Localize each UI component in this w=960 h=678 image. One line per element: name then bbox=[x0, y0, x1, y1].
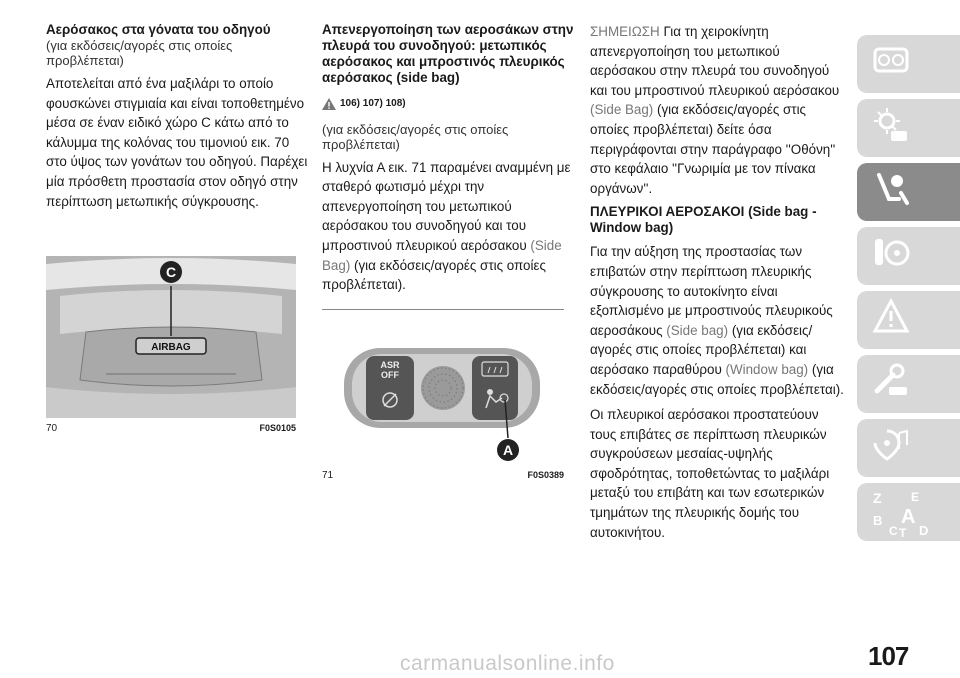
side-airbags-paragraph-1 bbox=[590, 242, 848, 399]
knee-airbag-paragraph: Αποτελείται από ένα μαξιλάρι το οποίο φουσκώνει στιγμιαία και είναι τοποθετημένο μέσα σε έναν ειδικό χώρο C κάτω από το κάλυμμα της κολόνας του τιμονιού εικ. 70 στο ύψος των γονάτων του οδηγού. Παρέχει μία πρόσθετη προστασία στον οδηγό στην περίπτωση μετωπικής σύγκρουσης. bbox=[46, 76, 308, 209]
column-1 bbox=[46, 22, 308, 217]
deactivation-heading: Απενεργοποίηση των αεροσάκων στην πλευρά του συνοδηγού: μετωπικός αερόσακος και μπροστινός πλευρικός αερόσακος (side bag) bbox=[322, 22, 574, 85]
alphabet-index-icon bbox=[871, 489, 951, 539]
off-text: OFF bbox=[381, 370, 399, 380]
svg-text:T: T bbox=[899, 526, 907, 539]
p1-b: (για εκδόσεις/αγορές στις οποίες προβλέπεται) και αερόσακο παραθύρου bbox=[590, 322, 813, 377]
svg-text:B: B bbox=[873, 513, 883, 528]
switch-panel-illustration bbox=[322, 312, 564, 466]
watermark: carmanualsonline.info bbox=[400, 652, 615, 675]
warning-triangle-icon bbox=[322, 98, 336, 110]
note-light: (Side Bag) bbox=[590, 102, 654, 118]
deactivation-paragraph-light: (Side Bag) bbox=[322, 237, 562, 273]
tab-safety[interactable] bbox=[857, 163, 960, 221]
wrench-car-icon bbox=[871, 361, 911, 405]
warning-refs bbox=[322, 94, 574, 114]
svg-text:Z: Z bbox=[873, 490, 882, 506]
knee-airbag-heading: Αερόσακος στα γόνατα του οδηγού bbox=[46, 22, 271, 37]
note-label: ΣΗΜΕΙΩΣΗ bbox=[590, 24, 660, 39]
p1-light1: (Side bag) bbox=[666, 322, 729, 338]
warning-lights-icon bbox=[871, 105, 911, 149]
svg-text:C: C bbox=[889, 524, 898, 538]
figure-70-number: 70 bbox=[46, 423, 58, 434]
figure-71-code: F0S0389 bbox=[527, 470, 564, 480]
airbag-seat-icon bbox=[871, 169, 911, 213]
deactivation-subheading: (για εκδόσεις/αγορές στις οποίες προβλέπεται) bbox=[322, 121, 509, 152]
asr-text: ASR bbox=[380, 360, 400, 370]
column-3 bbox=[590, 22, 848, 548]
note-text-a: Για τη χειροκίνητη απενεργοποίηση του μετωπικού αερόσακου στην πλευρά του συνοδηγού και του μπροστινού πλευρικού αερόσακου bbox=[590, 24, 840, 98]
tab-emergency[interactable] bbox=[857, 291, 960, 349]
figure-71-top-rule bbox=[322, 309, 564, 310]
svg-text:A: A bbox=[901, 506, 916, 528]
warning-refs-text: 106) 107) 108) bbox=[340, 98, 406, 109]
p1-light2: (Window bag) bbox=[725, 361, 809, 377]
tab-multimedia[interactable] bbox=[857, 419, 960, 477]
page-number: 107 bbox=[868, 641, 909, 671]
p1-a: Για την αύξηση της προστασίας των επιβατών στην περίπτωση πλευρικής σύγκρουσης το αυτοκίνητο είναι εξοπλισμένο με μπροστινούς πλευρικούς αεροσάκους bbox=[590, 244, 833, 338]
speaker-grille bbox=[421, 366, 465, 410]
tab-warning-lights[interactable] bbox=[857, 99, 960, 157]
figure-70-knee-airbag bbox=[46, 256, 296, 418]
knee-airbag-subheading: (για εκδόσεις/αγορές στις οποίες προβλέπεται) bbox=[46, 38, 233, 68]
column-2 bbox=[322, 22, 574, 301]
tab-index[interactable] bbox=[857, 483, 960, 541]
svg-text:D: D bbox=[919, 523, 929, 538]
deactivation-paragraph bbox=[322, 158, 574, 295]
airbag-off-lamp-icon bbox=[487, 389, 493, 395]
figure-71-caption bbox=[322, 470, 564, 481]
music-navigation-icon bbox=[871, 425, 911, 469]
callout-a-text: A bbox=[502, 442, 514, 458]
side-airbags-heading: ΠΛΕΥΡΙΚΟΙ ΑΕΡΟΣΑΚΟΙ (Side bag - Window bag) bbox=[590, 204, 817, 236]
svg-text:E: E bbox=[911, 490, 920, 504]
airbag-label: AIRBAG bbox=[151, 342, 191, 353]
key-steering-icon bbox=[871, 233, 911, 277]
warning-triangle-car-icon bbox=[871, 297, 911, 341]
deactivation-paragraph-tail: (για εκδόσεις/αγορές στις οποίες προβλέπεται). bbox=[322, 257, 546, 293]
figure-70-code: F0S0105 bbox=[259, 423, 296, 433]
tab-starting-driving[interactable] bbox=[857, 227, 960, 285]
callout-c-text: C bbox=[165, 264, 177, 280]
figure-71-switch-panel bbox=[322, 312, 564, 466]
p1-c: (για εκδόσεις/αγορές στις οποίες προβλέπεται). bbox=[590, 361, 844, 397]
knee-airbag-illustration bbox=[46, 256, 296, 418]
tab-dashboard[interactable] bbox=[857, 35, 960, 93]
deactivation-paragraph-main: Η λυχνία Α εικ. 71 παραμένει αναμμένη με σταθερό φωτισμό μέχρι την απενεργοποίηση του μετωπικού αερόσακου του συνοδηγού και του μπροστινού πλευρικού αερόσακου bbox=[322, 159, 571, 253]
side-airbags-paragraph-2: Οι πλευρικοί αερόσακοι προστατεύουν τους επιβάτες σε περίπτωση πλευρικών συγκρούσεων μεσαίας-υψηλής σφοδρότητας, τοποθετώντας το μαξιλάρι μεταξύ του επιβάτη και των εσωτερικών τμημάτων της πλευρικής δομής του αυτοκινήτου. bbox=[590, 407, 830, 540]
note-paragraph bbox=[590, 22, 848, 198]
car-dashboard-icon bbox=[871, 41, 911, 85]
figure-70-caption bbox=[46, 423, 296, 434]
note-text-b: (για εκδόσεις/αγορές στις οποίες προβλέπεται) δείτε όσα περιγράφονται στην παράγραφο ''Οθόνη'' στο κεφάλαιο ''Γνωριμία με τον πίνακα οργάνων''. bbox=[590, 102, 836, 196]
figure-71-number: 71 bbox=[322, 470, 334, 481]
tab-maintenance[interactable] bbox=[857, 355, 960, 413]
